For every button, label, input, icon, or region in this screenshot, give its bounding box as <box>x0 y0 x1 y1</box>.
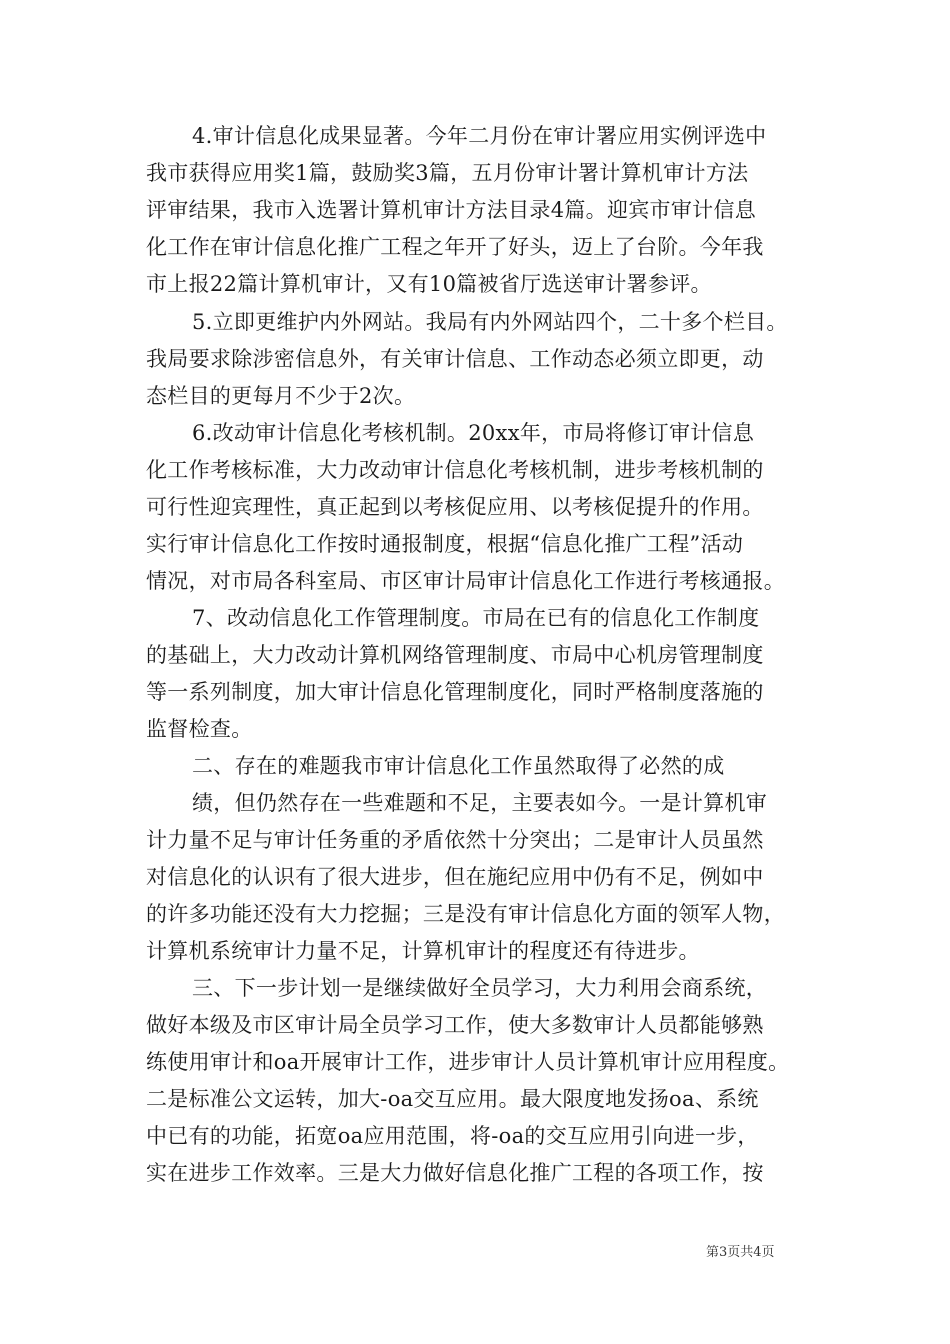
text-line-13: 情况，对市局各科室局、市区审计局审计信息化工作进行考核通报。 <box>146 569 785 593</box>
text-line-12: 实行审计信息化工作按时通报制度，根据“信息化推广工程”活动 <box>146 532 744 556</box>
text-line-19: 绩，但仍然存在一些难题和不足，主要表如今。一是计算机审 <box>192 791 768 815</box>
text-line-23: 计算机系统审计力量不足，计算机审计的程度还有待进步。 <box>146 939 700 963</box>
text-line-26: 练使用审计和oa开展审计工作，进步审计人员计算机审计应用程度。 <box>146 1050 790 1074</box>
text-line-8: 态栏目的更每月不少于2次。 <box>146 384 416 408</box>
text-line-15: 的基础上，大力改动计算机网络管理制度、市局中心机房管理制度 <box>146 643 764 667</box>
text-line-9: 6.改动审计信息化考核机制。20xx年，市局将修订审计信息 <box>192 421 755 445</box>
text-line-6: 5.立即更维护内外网站。我局有内外网站四个，二十多个栏目。 <box>192 310 788 334</box>
text-line-11: 可行性迎宾理性，真正起到以考核促应用、以考核促提升的作用。 <box>146 495 764 519</box>
text-line-16: 等一系列制度，加大审计信息化管理制度化，同时严格制度落施的 <box>146 680 764 704</box>
page-footer: 第3页共4页 <box>706 1245 775 1260</box>
text-line-24: 三、下一步计划一是继续做好全员学习，大力利用会商系统， <box>192 976 768 1000</box>
text-line-27: 二是标准公文运转，加大-oa交互应用。最大限度地发扬oa、系统 <box>146 1087 759 1111</box>
text-line-4: 化工作在审计信息化推广工程之年开了好头，迈上了台阶。今年我 <box>146 235 764 259</box>
text-line-14: 7、改动信息化工作管理制度。市局在已有的信息化工作制度 <box>192 606 760 630</box>
text-line-1: 4.审计信息化成果显著。今年二月份在审计署应用实例评选中 <box>192 124 767 148</box>
text-line-20: 计力量不足与审计任务重的矛盾依然十分突出；二是审计人员虽然 <box>146 828 764 852</box>
text-line-5: 市上报22篇计算机审计，又有10篇被省厅选送审计署参评。 <box>146 272 712 296</box>
text-line-21: 对信息化的认识有了很大进步，但在施纪应用中仍有不足，例如中 <box>146 865 764 889</box>
text-line-3: 评审结果，我市入选署计算机审计方法目录4篇。迎宾市审计信息 <box>146 198 757 222</box>
text-line-29: 实在进步工作效率。三是大力做好信息化推广工程的各项工作，按 <box>146 1161 764 1185</box>
text-line-28: 中已有的功能，拓宽oa应用范围，将-oa的交互应用引向进一步， <box>146 1124 759 1148</box>
text-line-17: 监督检查。 <box>146 717 253 741</box>
text-line-2: 我市获得应用奖1篇，鼓励奖3篇，五月份审计署计算机审计方法 <box>146 161 749 185</box>
text-line-10: 化工作考核标准，大力改动审计信息化考核机制，进步考核机制的 <box>146 458 764 482</box>
text-line-18: 二、存在的难题我市审计信息化工作虽然取得了必然的成 <box>192 754 725 778</box>
text-line-22: 的许多功能还没有大力挖掘；三是没有审计信息化方面的领军人物， <box>146 902 785 926</box>
text-line-25: 做好本级及市区审计局全员学习工作，使大多数审计人员都能够熟 <box>146 1013 764 1037</box>
text-line-7: 我局要求除涉密信息外，有关审计信息、工作动态必须立即更，动 <box>146 347 764 371</box>
